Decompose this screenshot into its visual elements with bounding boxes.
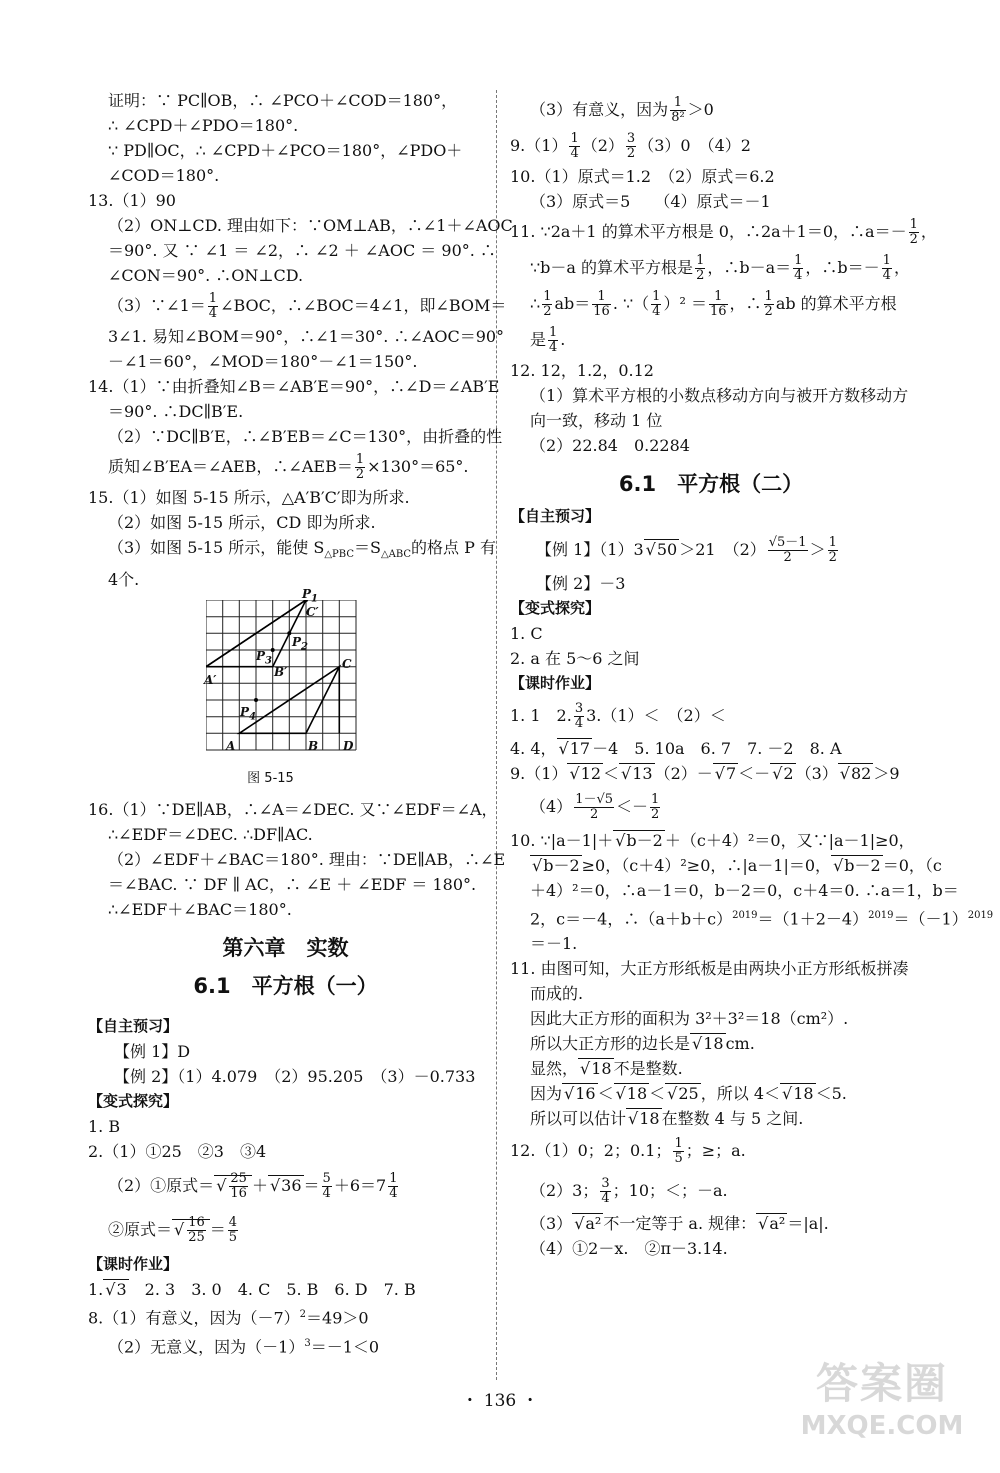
t12-line2	[510, 1171, 912, 1211]
t9-line1	[510, 761, 912, 786]
text: ＝	[209, 1220, 226, 1240]
numerator: √ 16	[188, 1215, 205, 1231]
t11-line7	[510, 1106, 912, 1131]
watermark-url: MXQE.COM	[800, 1411, 964, 1441]
r12-line1: 12. 12，1.2，0.12	[510, 361, 654, 380]
t12-line3	[510, 1211, 912, 1236]
page-number: ・ 136 ・	[461, 1391, 539, 1411]
fraction	[569, 132, 579, 161]
sqrt: √ 18	[614, 1083, 650, 1103]
fraction	[709, 290, 728, 319]
numerator: 1	[674, 1136, 683, 1152]
subscript: △ABC	[380, 549, 412, 561]
q14-part1-line2: ＝90°. ∴DC∥B′E.	[108, 402, 244, 421]
q14-part2-line2	[88, 449, 483, 485]
text: 因为	[530, 1084, 563, 1104]
fraction	[673, 1137, 683, 1166]
denominator: 4	[208, 306, 218, 321]
text: （3）	[795, 764, 838, 783]
t10-line4	[510, 903, 994, 931]
text: （2）3；	[530, 1181, 599, 1201]
numerator: 1	[543, 289, 552, 304]
q14-part2-line1: （2）∵DC∥B′E，∴∠B′EB＝∠C＝130°，由折叠的性	[108, 427, 503, 446]
r12-line3: 向一致，移动 1 位	[530, 411, 663, 430]
fraction	[592, 290, 611, 319]
text: ②原式＝	[108, 1220, 173, 1240]
numerator: 1	[882, 253, 891, 268]
text: ＞9	[873, 764, 900, 783]
figure-5-15	[204, 587, 366, 760]
fraction	[695, 254, 705, 283]
sqrt: √ 7	[713, 763, 738, 783]
sqrt: √ 82	[838, 763, 874, 783]
r8-part3	[510, 92, 912, 128]
text: ＋（c＋4）²＝0，又∵|a－1|≥0，	[664, 831, 915, 850]
t11-line1: 11. 由图可知，大正方形纸板是由两块小正方形纸板拼凑	[510, 959, 909, 979]
text: 1. 1 2.	[510, 706, 572, 725]
example-1: 【例 1】D	[114, 1042, 191, 1062]
text: ，∴b＝－	[805, 258, 880, 277]
fraction	[574, 702, 584, 731]
fraction	[670, 96, 685, 125]
text: 【例 1】（1）3	[536, 540, 644, 559]
text: ×130°＝65°.	[367, 457, 469, 476]
text: 质知∠B′EA＝∠AEB，∴∠AEB＝	[108, 457, 353, 476]
text: ；≥；a.	[685, 1141, 746, 1161]
text: ＝0，（c	[882, 856, 942, 875]
sqrt: √ a²	[756, 1213, 787, 1233]
denominator: 2	[651, 807, 660, 822]
text: ∴	[530, 294, 541, 313]
numerator: √ 25	[230, 1171, 247, 1187]
denominator: 2	[626, 146, 636, 161]
t11-line6	[510, 1081, 912, 1106]
sqrt	[214, 1171, 252, 1202]
proof-line-1: 证明：∵ PC∥OB，∴ ∠PCO＋∠COD＝180°，	[108, 91, 458, 110]
q13-part2-line3: ∠CON＝90°. ∴ON⊥CD.	[108, 266, 304, 285]
text: ＝（－1）	[893, 909, 968, 929]
text: 在整数 4 与 5 之间.	[661, 1109, 804, 1129]
figure-caption: 图 5-15	[247, 771, 294, 787]
heading-homework-2: 【课时作业】	[510, 674, 601, 692]
q13-part3-line2: 3∠1. 易知∠BOM＝90°，∴∠1＝30°. ∴∠AOC＝90°	[108, 327, 505, 346]
sqrt: √ b－2	[613, 830, 665, 850]
numerator: 4	[228, 1215, 238, 1231]
text: （2）	[581, 136, 624, 155]
text: ＋	[251, 1176, 268, 1196]
sqrt: √ b－2	[530, 855, 582, 875]
sqrt: √ 13	[619, 763, 655, 783]
sqrt: √ a²	[572, 1213, 603, 1233]
text: （4）	[530, 797, 573, 816]
text: （3）如图 5-15 所示，能使 S	[108, 538, 325, 557]
sqrt: √ 3	[103, 1279, 128, 1299]
text: . ∵（	[612, 294, 650, 313]
text: 所以大正方形的边长是	[530, 1034, 691, 1054]
text: （3）有意义，因为	[530, 100, 669, 119]
text: ＝－1＜0	[310, 1336, 380, 1356]
label-B-prime: B′	[274, 665, 288, 680]
sqrt: √ 18	[780, 1083, 816, 1103]
text: 不一定等于 a. 规律：	[603, 1214, 757, 1234]
numerator: √5－1	[768, 535, 807, 550]
sqrt: √ 12	[567, 763, 603, 783]
q15-part2: （2）如图 5-15 所示，CD 即为所求.	[108, 513, 376, 532]
text: ＝S	[353, 538, 381, 557]
text: （3）	[530, 1214, 573, 1234]
denominator: 16	[709, 304, 727, 319]
section-title: 6.1 平方根（一）	[193, 974, 378, 999]
sqrt: √ 18	[690, 1033, 726, 1053]
t11-line3: 因此大正方形的面积为 3²＋3²＝18（cm²）.	[530, 1009, 849, 1029]
text: ∠BOC，∴∠BOC＝4∠1，即∠BOM＝	[220, 296, 507, 315]
denominator: 4	[549, 340, 558, 355]
r9	[510, 128, 912, 164]
text: ＜	[597, 1084, 614, 1104]
t11-line4	[510, 1031, 912, 1056]
label-P4: $P_4$	[240, 705, 256, 723]
sqrt: √ 18	[626, 1108, 662, 1128]
homework-8-1	[88, 1302, 483, 1330]
text: 的格点 P 有	[411, 538, 496, 557]
variant-2-2: 2. a 在 5～6 之间	[510, 649, 640, 668]
r11-line1	[510, 214, 937, 250]
text: ab＝	[554, 294, 591, 313]
fraction	[882, 254, 892, 283]
fraction	[600, 1177, 610, 1206]
denominator: 2	[783, 550, 792, 565]
text: 3.（1）＜ （2）＜	[586, 706, 726, 725]
text: ，	[920, 222, 937, 241]
numerator: 3	[626, 131, 636, 146]
denominator: 2	[828, 550, 837, 565]
denominator: 5	[228, 1230, 238, 1246]
label-C-prime: C′	[306, 605, 319, 620]
t4-8	[510, 736, 912, 761]
q13-part2-line2: ＝90°. 又 ∵ ∠1 ＝ ∠2，∴ ∠2 ＋ ∠AOC ＝ 90°. ∴	[108, 241, 496, 260]
q16-part1-line1: 16.（1）∵DE∥AB，∴∠A＝∠DEC. 又∵∠EDF＝∠A，	[88, 800, 498, 820]
numerator: 1	[592, 290, 611, 305]
q13-part1: 13.（1）90	[88, 191, 176, 210]
heading-preview: 【自主预习】	[88, 1017, 179, 1036]
example-1-2	[510, 529, 912, 571]
t10-line3: ＋4）²＝0，∴a－1＝0，b－2＝0，c＋4＝0. ∴a＝1，b＝	[530, 881, 959, 900]
text: ＝（1＋2－4）	[757, 909, 869, 929]
fraction	[355, 453, 365, 482]
text: 2，c＝－4，∴（a＋b＋c）	[530, 909, 733, 929]
numerator: 1	[764, 289, 773, 304]
text: ）² ＝	[663, 294, 707, 313]
fraction	[548, 326, 558, 355]
sqrt: √ 36	[268, 1175, 304, 1195]
numerator: 1	[709, 290, 728, 305]
fraction	[793, 254, 803, 283]
superscript: 2	[299, 1309, 307, 1321]
text: ab 的算术平方根	[775, 294, 897, 313]
t12-line1	[510, 1131, 912, 1171]
section-title-2: 6.1 平方根（二）	[618, 472, 804, 496]
text: ＞0	[687, 100, 714, 119]
denominator: 4	[574, 716, 584, 731]
q13-part3-line3: －∠1＝60°，∠MOD＝180°－∠1＝150°.	[108, 352, 418, 371]
t1-3	[510, 696, 912, 736]
q16-part2-line2: ＝∠BAC. ∵ DF ∥ AC，∴ ∠E ＋ ∠EDF ＝ 180°.	[108, 875, 477, 895]
text: （2）－	[654, 764, 713, 783]
numerator: 5	[322, 1171, 331, 1187]
proof-line-4: ∠COD＝180°.	[108, 166, 220, 185]
text: 是	[530, 330, 547, 349]
denominator: 8²	[671, 110, 685, 125]
numerator: 1	[794, 253, 803, 268]
column-divider	[496, 90, 497, 1380]
fraction	[208, 292, 218, 321]
denominator: 2	[355, 467, 365, 482]
superscript: 2019	[868, 910, 894, 921]
fraction	[768, 536, 808, 565]
text: 8.（1）有意义，因为（－7）	[88, 1308, 300, 1328]
denominator: 2	[543, 304, 552, 319]
denominator: 25	[188, 1230, 205, 1246]
q16-part1-line2: ∴∠EDF＝∠DEC. ∴DF∥AC.	[108, 825, 313, 845]
text: ＋6＝7	[333, 1176, 387, 1196]
sqrt	[172, 1215, 210, 1246]
numerator: 1	[549, 325, 558, 340]
denominator: 2	[589, 807, 599, 822]
t11-line2: 而成的.	[530, 984, 584, 1004]
text: 9.（1）	[510, 136, 568, 155]
t12-line4: （4）①2－x. ②π－3.14.	[530, 1239, 728, 1259]
numerator: 1	[652, 289, 661, 304]
text: ，∴	[729, 294, 762, 313]
label-P2: $P_2$	[292, 635, 308, 653]
denominator: 16	[593, 304, 610, 319]
text: ，∴b－a＝	[707, 258, 792, 277]
r10-line1: 10.（1）原式＝1.2 （2）原式＝6.2	[510, 167, 775, 186]
text: ∵b－a 的算术平方根是	[530, 258, 694, 277]
denominator: 4	[322, 1186, 331, 1202]
fraction	[187, 1216, 206, 1245]
q15-part3-line2: 4个.	[108, 570, 140, 590]
text: 4. 4，	[510, 739, 557, 758]
homework-8-2	[88, 1331, 483, 1359]
t10-line5: ＝－1.	[530, 934, 578, 954]
numerator: 1	[909, 217, 918, 232]
text: ＜－	[616, 797, 649, 816]
text: 11. ∵2a＋1 的算术平方根是 0，∴2a＋1＝0，∴a＝－	[510, 222, 907, 241]
q15-part1: 15.（1）如图 5-15 所示，△A′B′C′即为所求.	[88, 488, 410, 507]
denominator: 4	[389, 1186, 398, 1202]
text: ＝|a|.	[787, 1214, 829, 1234]
text: ＝49＞0	[306, 1308, 369, 1328]
numerator: 1	[389, 1171, 398, 1187]
text: ；10；＜；－a.	[612, 1181, 728, 1201]
q16-part2-line3: ∴∠EDF＋∠BAC＝180°.	[108, 900, 292, 920]
superscript: 3	[304, 1337, 311, 1349]
fraction	[828, 536, 838, 565]
text: .	[560, 330, 566, 349]
watermark-text: 答案圈	[815, 1359, 948, 1408]
denominator: 4	[601, 1191, 610, 1207]
text: 9.（1）	[510, 764, 568, 783]
proof-line-2: ∴ ∠CPD＋∠PDO＝180°.	[108, 116, 299, 135]
sqrt: √ b－2	[831, 855, 883, 875]
denominator: 4	[652, 304, 661, 319]
sqrt: √ 18	[578, 1058, 614, 1078]
subscript: △PBC	[324, 549, 354, 561]
example-2: 【例 2】（1）4.079 （2）95.205 （3）－0.733	[114, 1067, 476, 1087]
text: （2）无意义，因为（－1）	[108, 1336, 305, 1356]
label-A-prime: A′	[204, 673, 217, 688]
denominator: 4	[882, 268, 891, 283]
t10-line2	[510, 853, 942, 878]
fraction	[651, 290, 661, 319]
heading-variant-2: 【变式探究】	[510, 599, 601, 617]
r11-line4	[510, 322, 912, 358]
text: （3）∵∠1＝	[108, 296, 206, 315]
denominator: 2	[696, 268, 705, 283]
label-B: B	[308, 739, 319, 754]
r12-line2: （1）算术平方根的小数点移动方向与被开方数移动方	[530, 386, 909, 405]
label-A: A	[226, 739, 236, 754]
q14-part1-line1: 14.（1）∵由折叠知∠B＝∠AB′E＝90°，∴∠D＝∠AB′E	[88, 377, 500, 396]
fraction	[228, 1216, 238, 1245]
sqrt: √ 25	[665, 1083, 701, 1103]
label-C: C	[342, 657, 352, 672]
text: ，所以 4＜	[700, 1084, 781, 1104]
sqrt: √ 2	[770, 763, 795, 783]
denominator: 2	[909, 232, 918, 247]
fraction	[909, 218, 919, 247]
sqrt: √ 16	[562, 1083, 598, 1103]
variant-1: 1. B	[88, 1117, 121, 1137]
numerator: 3	[574, 701, 584, 716]
numerator: 1	[828, 535, 837, 550]
denominator: 4	[570, 146, 579, 161]
r12-line4: （2）22.84 0.2284	[530, 436, 690, 455]
fraction	[626, 132, 636, 161]
q15-part3-line1	[88, 535, 496, 567]
r11-line3	[510, 286, 912, 322]
text: －4 5. 10a 6. 7 7. －2 8. A	[592, 739, 842, 758]
label-P3: $P_3$	[256, 649, 272, 667]
text: ＞	[809, 540, 826, 559]
denominator: 5	[674, 1151, 683, 1167]
text: 1.	[88, 1280, 104, 1300]
numerator: 1	[570, 131, 579, 146]
right-column	[510, 92, 994, 1261]
t9-line2	[510, 786, 912, 828]
text: ＜5.	[815, 1084, 847, 1104]
t11-line5	[510, 1056, 912, 1081]
denominator: 16	[230, 1186, 247, 1202]
fraction	[764, 290, 774, 319]
fraction	[650, 793, 660, 822]
q13-part3-line1	[88, 288, 507, 324]
heading-variant: 【变式探究】	[88, 1092, 179, 1111]
text: 2. 3 3. 0 4. C 5. B 6. D 7. B	[128, 1280, 416, 1300]
text: （2）①原式＝	[108, 1176, 215, 1196]
variant-2-part2	[88, 1164, 483, 1208]
left-column	[88, 88, 513, 1359]
fraction	[388, 1172, 398, 1201]
fraction	[322, 1172, 332, 1201]
proof-line-3: ∵ PD∥OC，∴ ∠CPD＋∠PCO＝180°，∠PDO＋	[108, 141, 463, 160]
denominator: 4	[794, 268, 803, 283]
fraction	[229, 1172, 248, 1201]
sqrt: √ 17	[557, 738, 593, 758]
numerator: 1	[208, 291, 218, 306]
q16-part2-line1: （2）∠EDF＋∠BAC＝180°. 理由：∵DE∥AB，∴∠E	[108, 850, 506, 870]
text: ＜	[603, 764, 620, 783]
text: ，	[893, 258, 910, 277]
text: （3）0 （4）2	[638, 136, 751, 155]
text: ＝	[303, 1176, 320, 1196]
superscript: 2019	[732, 910, 758, 921]
chapter-title: 第六章 实数	[222, 936, 349, 961]
sqrt: √ 50	[644, 539, 680, 559]
numerator: 1	[651, 792, 660, 807]
numerator: 1－√5	[575, 792, 614, 807]
text: ＜－	[738, 764, 771, 783]
text: ≥0，（c＋4）²≥0，∴|a－1|＝0，	[581, 856, 832, 875]
numerator: 3	[601, 1176, 610, 1192]
numerator: 1	[355, 452, 365, 467]
q13-part2-line1: （2）ON⊥CD. 理由如下：∵OM⊥AB，∴∠1＋∠AOC	[108, 216, 513, 235]
text: 所以可以估计	[530, 1109, 627, 1129]
text: cm.	[725, 1034, 755, 1054]
text: ＞21 （2）	[679, 540, 766, 559]
r10-line2: （3）原式＝5 （4）原式＝－1	[530, 192, 771, 211]
r11-line2	[510, 250, 912, 286]
superscript: 2019	[967, 910, 994, 921]
heading-preview-2: 【自主预习】	[510, 507, 601, 525]
text: 不是整数.	[613, 1059, 683, 1079]
variant-2: 2.（1）①25 ②3 ③4	[88, 1142, 267, 1162]
label-P1: $P_1$	[302, 587, 318, 605]
numerator: 1	[670, 96, 685, 111]
variant-1-2: 1. C	[510, 624, 543, 643]
t10-line1	[510, 828, 915, 853]
homework-1-7	[88, 1277, 483, 1302]
fraction	[574, 793, 614, 822]
heading-homework: 【课时作业】	[88, 1255, 179, 1274]
text: 显然，	[530, 1059, 579, 1079]
text: 12.（1）0；2；0.1；	[510, 1141, 672, 1161]
watermark-logo	[782, 1358, 982, 1453]
label-D: D	[343, 739, 354, 754]
example-2-2: 【例 2】－3	[536, 574, 626, 593]
fraction	[542, 290, 552, 319]
numerator: 1	[696, 253, 705, 268]
text: ＜	[649, 1084, 666, 1104]
variant-2-part2b	[88, 1208, 483, 1252]
text: 10. ∵|a－1|＋	[510, 831, 614, 850]
denominator: 2	[764, 304, 773, 319]
